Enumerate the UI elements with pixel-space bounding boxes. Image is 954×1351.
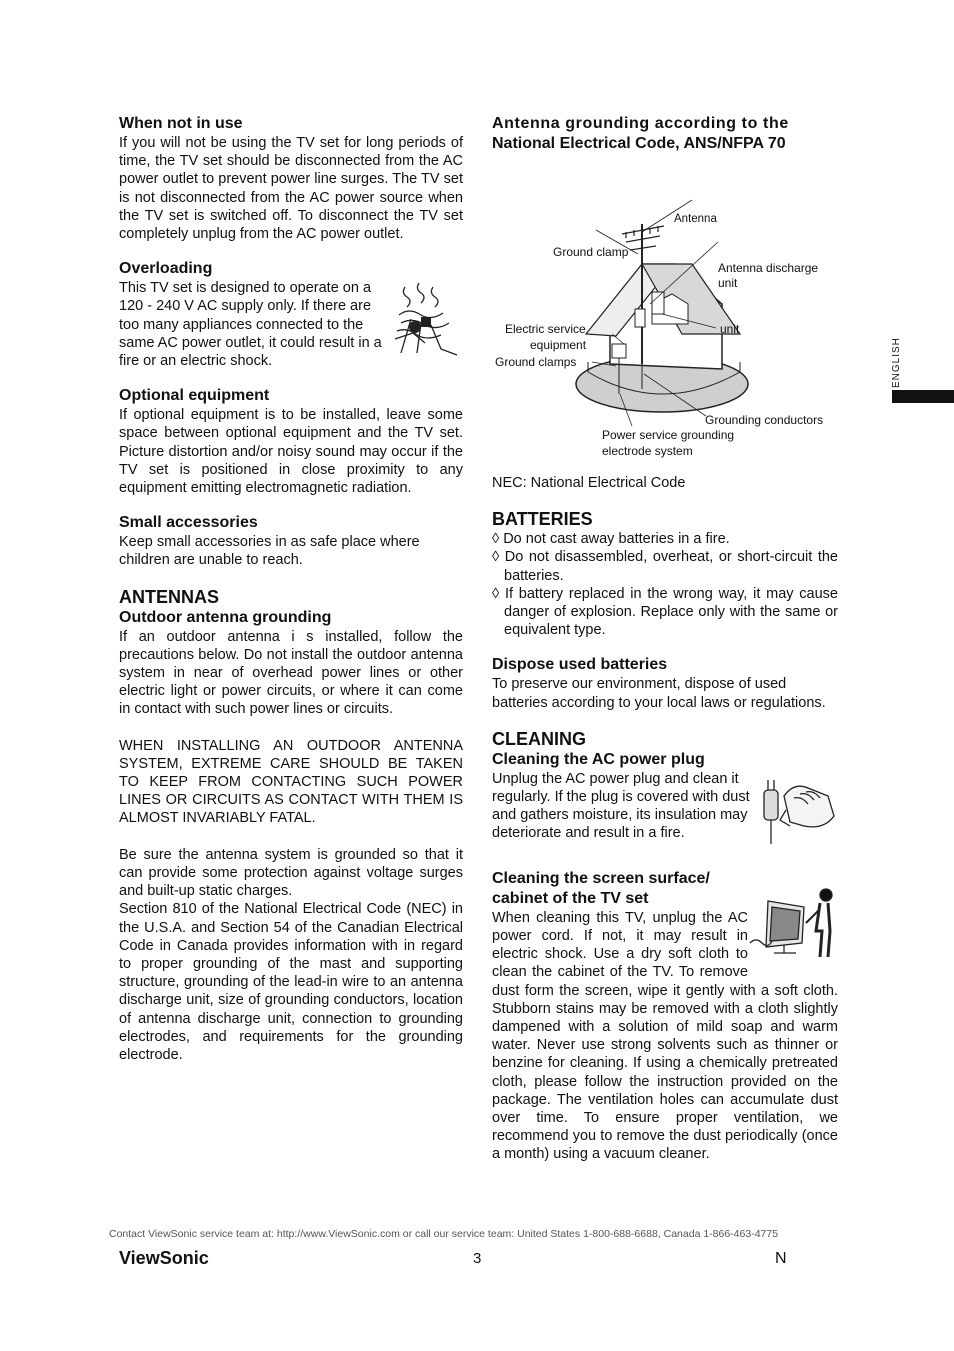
section-optional-equipment [119, 386, 463, 497]
label-ground-clamp: Ground clamp [553, 245, 629, 259]
page-letter: N [775, 1250, 787, 1267]
text-cleaning-screen: When cleaning this TV, unplug the AC power cord. If not, it may result in electric shock. Use a dry soft cloth to clean the cabinet of the TV. To remove dust form the screen, wipe it gently with a soft cloth. Stubborn stains may be removed with a cloth slightly dampened with a solution of mild soap and warm water. Never use strong solvents such as thinner or benzine for cleaning. If using a chemically pretreated cloth, please follow the instruction provided on the package. The ventilation holes can accumulate dust over time. To ensure proper ventilation, we recommend you to remove the dust periodically (once a month) using a vacuum cleaner. [492, 909, 838, 1163]
label-antenna-discharge: Antenna discharge unit [718, 261, 819, 290]
battery-warning-item: ◊ If battery replaced in the wrong way, it may cause danger of explosion. Replace only with the same or equivalent type. [492, 585, 838, 639]
text-antenna-grounded: Be sure the antenna system is grounded so that it can provide some protection against voltage surges and built-up static charges. [119, 846, 463, 900]
subheading-outdoor-antenna: Outdoor antenna grounding [119, 608, 332, 626]
brand-name: ViewSonic [119, 1248, 209, 1268]
heading-batteries: BATTERIES [492, 509, 593, 530]
language-tab-label: ENGLISH [891, 337, 902, 388]
text-optional-equipment: If optional equipment is to be installed, leave some space between optional equipment and the TV set. Picture distortion and/or noisy sound may occur if the TV set is positioned in close proximity to any equipment emitting electromagnetic radiation. [119, 407, 463, 497]
footer-contact-text: Contact ViewSonic service team at: http://www.ViewSonic.com or call our service team: United States 1-800-688-6688, Canada 1-866-463-4775 [109, 1228, 779, 1240]
label-power-service-1: Power service grounding [602, 428, 735, 442]
section-dispose-batteries [492, 655, 838, 711]
heading-antenna-grounding-1: Antenna grounding according to the [492, 115, 789, 132]
text-not-in-use: If you will not be using the TV set for long periods of time, the TV set should be disconnected from the AC power outlet to prevent power line surges. The TV set is not disconnected from the AC power source when the TV set is switched off. To disconnect the TV set completely unplug from the AC power outlet. [119, 135, 463, 243]
language-tab [891, 330, 909, 390]
screen-cleaning-illustration [748, 887, 838, 964]
section-batteries [492, 508, 838, 639]
page-number: 3 [473, 1250, 482, 1267]
language-tab-bar [892, 390, 954, 403]
heading-not-in-use: When not in use [119, 115, 243, 132]
heading-cleaning-plug: Cleaning the AC power plug [492, 750, 705, 768]
label-unit: unit [720, 322, 740, 336]
label-ground-clamps: Ground clamps [495, 355, 577, 369]
text-small-accessories: Keep small accessories in as safe place where children are unable to reach. [119, 534, 420, 569]
heading-small-accessories: Small accessories [119, 514, 258, 532]
battery-warning-list [492, 530, 838, 639]
text-antenna-warning: WHEN INSTALLING AN OUTDOOR ANTENNA SYSTEM, EXTREME CARE SHOULD BE TAKEN TO KEEP FROM CONTACTING SUCH POWER LINES OR CIRCUITS AS CONTACT WITH THEM IS ALMOST INVARIABLY FATAL. [119, 737, 463, 827]
section-small-accessories [119, 513, 463, 569]
section-cleaning [492, 728, 838, 1164]
right-column [492, 114, 838, 1164]
heading-cleaning: CLEANING [492, 728, 586, 749]
label-electric-service-1: Electric service [505, 322, 586, 336]
section-antennas [119, 586, 463, 1064]
label-antenna: Antenna [674, 213, 717, 225]
text-cleaning-plug: Unplug the AC power plug and clean it regularly. If the plug is covered with dust and gathers moisture, its insulation may deteriorate and result in a fire. [492, 770, 750, 842]
section-not-in-use [119, 114, 463, 243]
section-antenna-grounding [492, 114, 838, 154]
text-dispose-batteries: To preserve our environment, dispose of used batteries according to your local laws or regulations. [492, 676, 826, 711]
heading-dispose-batteries: Dispose used batteries [492, 656, 668, 674]
heading-cleaning-screen-1: Cleaning the screen surface/ [492, 869, 710, 887]
label-power-service-2: electrode system [602, 444, 693, 458]
heading-optional-equipment: Optional equipment [119, 387, 270, 405]
antenna-grounding-diagram [492, 154, 838, 474]
plug-cleaning-illustration [754, 776, 838, 851]
section-overloading [119, 259, 463, 370]
left-column [119, 114, 463, 1064]
heading-antennas: ANTENNAS [119, 586, 220, 607]
text-nec-note: NEC: National Electrical Code [492, 475, 686, 491]
house-antenna-illustration [492, 154, 838, 454]
battery-warning-item: ◊ Do not disassembled, overheat, or short-circuit the batteries. [492, 549, 838, 584]
heading-overloading: Overloading [119, 260, 213, 278]
label-electric-service-2: equipment [530, 338, 587, 352]
heading-cleaning-screen-2: cabinet of the TV set [492, 889, 649, 907]
text-overloading: This TV set is designed to operate on a 120 - 240 V AC supply only. If there are too many appliances connected to the same AC power outlet, it could result in a fire or an electric shock. [119, 280, 382, 370]
text-nec-section: Section 810 of the National Electrical Code (NEC) in the U.S.A. and Section 54 of the Canadian Electrical Code in Canada provides information with in regard to proper grounding of the mast and supporting structure, grounding of the lead-in wire to an antenna discharge unit, size of grounding conductors, location of antenna discharge unit, connection to grounding electrodes, and requirements for the grounding electrode. [119, 901, 463, 1063]
overloaded-outlet-illustration [391, 279, 463, 362]
text-antenna-precautions: If an outdoor antenna i s installed, follow the precautions below. Do not install the outdoor antenna system in near of overhead power lines or other electric light or power circuits, or where it can come in contact with such power lines or circuits. [119, 628, 463, 718]
label-grounding-conductors: Grounding conductors [705, 413, 824, 427]
heading-antenna-grounding-2: National Electrical Code, ANS/NFPA 70 [492, 135, 786, 152]
battery-warning-item: ◊ Do not cast away batteries in a fire. [492, 531, 730, 548]
